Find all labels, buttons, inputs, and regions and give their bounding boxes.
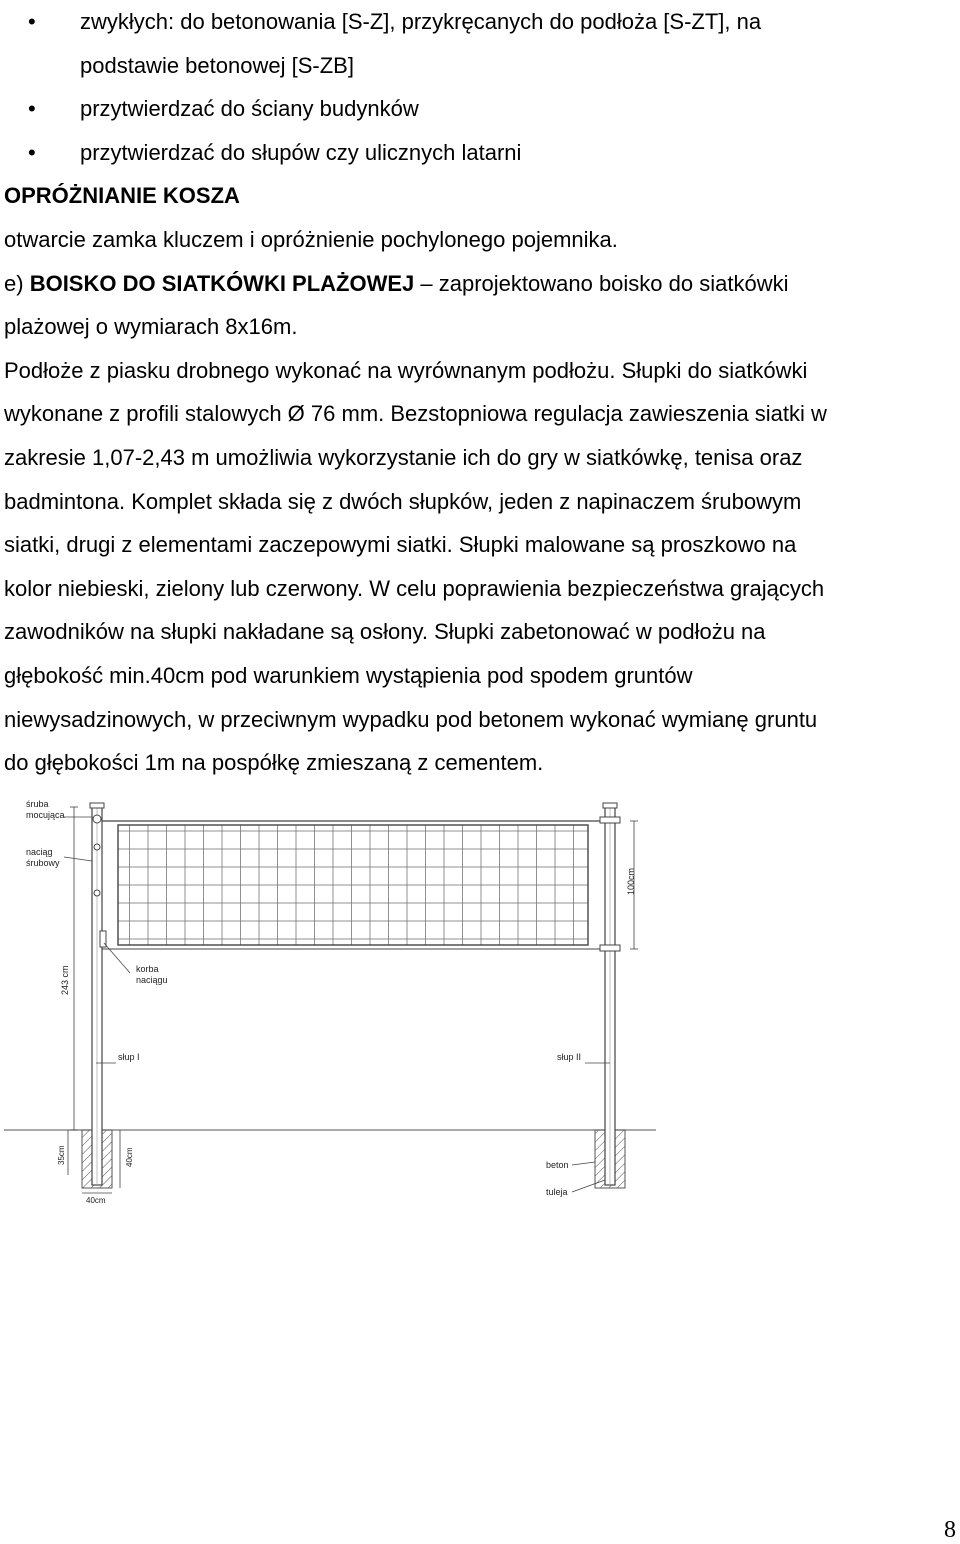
paragraph-line: badmintona. Komplet składa się z dwóch słupków, jeden z napinaczem śrubowym (4, 488, 802, 514)
bullet-dot-icon: • (28, 9, 36, 34)
bullet-item: • przytwierdzać do ściany budynków (4, 87, 956, 131)
label-dim-40-horizontal: 40cm (86, 1196, 106, 1205)
paragraph-line: głębokość min.40cm pod warunkiem wystąpienia pod spodem gruntów (4, 662, 693, 688)
label-sruba: śruba (26, 799, 49, 809)
paragraph-line: plażowej o wymiarach 8x16m. (4, 314, 298, 340)
post-cap-left (90, 803, 104, 808)
heading-oproznianie: OPRÓŻNIANIE KOSZA (4, 183, 240, 209)
label-dim-35: 35cm (57, 1145, 66, 1165)
label-srubowy: śrubowy (26, 858, 60, 868)
label-naciag: naciąg (26, 847, 53, 857)
label-naciagu: naciągu (136, 975, 168, 985)
bullet-item: • zwykłych: do betonowania [S-Z], przykręcanych do podłoża [S-ZT], na (4, 0, 956, 44)
document-text (4, 0, 956, 785)
paragraph-oproznianie: otwarcie zamka kluczem i opróżnienie pochylonego pojemnika. (4, 226, 618, 252)
bullet-continuation: podstawie betonowej [S-ZB] (80, 52, 354, 78)
paragraph-line: kolor niebieski, zielony lub czerwony. W celu poprawienia bezpieczeństwa grających (4, 575, 825, 601)
volleyball-post-drawing (0, 795, 680, 1205)
section-e-heading: e) BOISKO DO SIATKÓWKI PLAŻOWEJ – zaprojektowano boisko do siatkówki (4, 270, 789, 296)
paragraph-line: do głębokości 1m na pospółkę zmieszaną z cementem. (4, 750, 544, 776)
section-e-title: BOISKO DO SIATKÓWKI PLAŻOWEJ (29, 270, 415, 296)
post-cap-right (603, 803, 617, 808)
label-beton: beton (546, 1160, 569, 1170)
label-slup-2: słup II (557, 1052, 582, 1062)
net (118, 825, 588, 945)
paragraph-line: Podłoże z piasku drobnego wykonać na wyrównanym podłożu. Słupki do siatkówki (4, 357, 808, 383)
label-tuleja: tuleja (546, 1187, 568, 1197)
paragraph-line: siatki, drugi z elementami zaczepowymi siatki. Słupki malowane są proszkowo na (4, 532, 797, 558)
bullet-item: • przytwierdzać do słupów czy ulicznych latarni (4, 131, 956, 175)
paragraph-line: niewysadzinowych, w przeciwnym wypadku pod betonem wykonać wymianę gruntu (4, 706, 818, 732)
paragraph-line: zawodników na słupki nakładane są osłony. Słupki zabetonować w podłożu na (4, 619, 766, 645)
label-slup-1: słup I (118, 1052, 140, 1062)
bullet-dot-icon: • (28, 139, 36, 165)
paragraph-line: zakresie 1,07-2,43 m umożliwia wykorzystanie ich do gry w siatkówkę, tenisa oraz (4, 444, 803, 470)
label-korba: korba (136, 964, 159, 974)
label-dim-243: 243 cm (60, 965, 70, 995)
page-number: 8 (944, 1517, 956, 1543)
bullet-dot-icon: • (28, 96, 36, 122)
paragraph-line: wykonane z profili stalowych Ø 76 mm. Bezstopniowa regulacja zawieszenia siatki w (4, 401, 827, 427)
label-dim-40-vertical: 40cm (125, 1147, 134, 1167)
label-mocujaca: mocująca (26, 810, 65, 820)
label-dim-100: 100cm (626, 867, 636, 895)
